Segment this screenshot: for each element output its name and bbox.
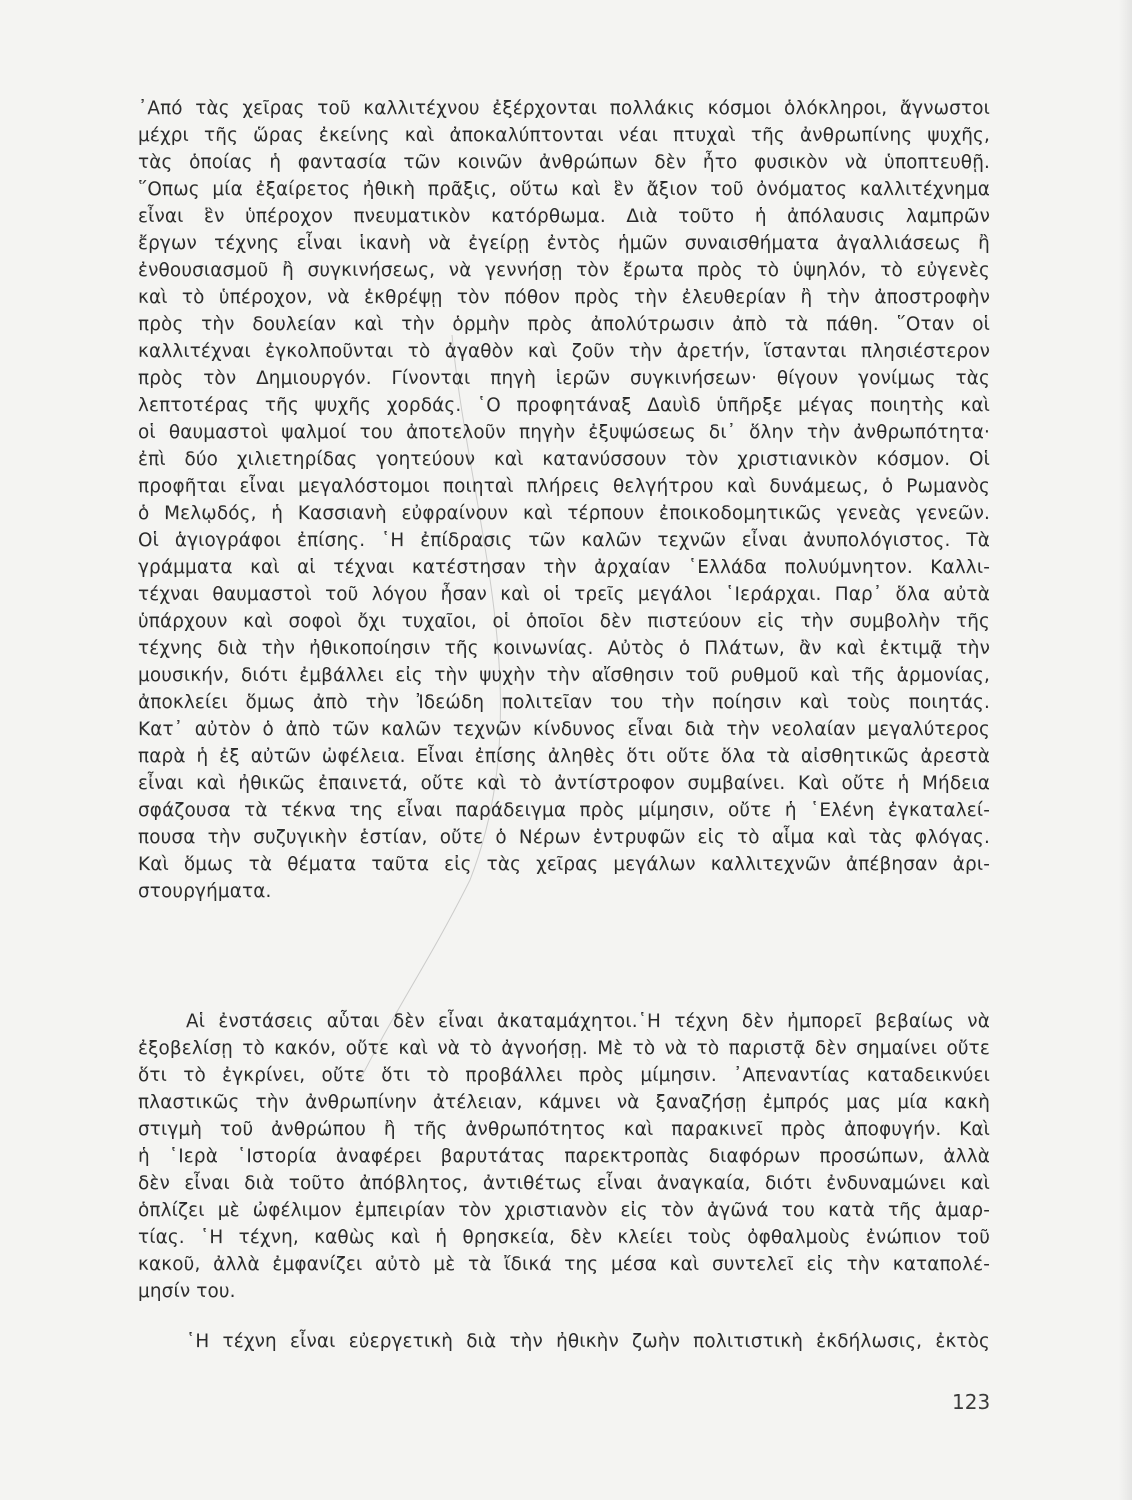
text-line: πουσα τὴν συζυγικὴν ἑστίαν, οὔτε ὁ Νέρων ἐντρυφῶν εἰς τὸ αἷμα καὶ τὰς φλόγας.: [138, 827, 990, 848]
text-line: ἐπὶ δύο χιλιετηρίδας γοητεύουν καὶ κατανύσσουν τὸν χριστιανικὸν κόσμον. Οἱ: [138, 449, 990, 470]
text-line: σφάζουσα τὰ τέκνα της εἶναι παράδειγμα πρὸς μίμησιν, οὔτε ἡ ῾Ελένη ἐγκαταλεί-: [138, 800, 990, 821]
text-line: κακοῦ, ἀλλὰ ἐμφανίζει αὐτὸ μὲ τὰ ἴδικά της μέσα καὶ συντελεῖ εἰς τὴν καταπολέ-: [138, 1254, 990, 1275]
text-line: ῾Η τέχνη εἶναι εὐεργετικὴ διὰ τὴν ἠθικὴν ζωὴν πολιτιστικὴ ἐκδήλωσις, ἐκτὸς: [186, 1331, 990, 1352]
text-line: τίας. ῾Η τέχνη, καθὼς καὶ ἡ θρησκεία, δὲν κλείει τοὺς ὀφθαλμοὺς ἐνώπιον τοῦ: [138, 1227, 990, 1248]
text-line: τέχναι θαυμαστοὶ τοῦ λόγου ἦσαν καὶ οἱ τρεῖς μεγάλοι ῾Ιεράρχαι. Παρ᾿ ὅλα αὐτὰ: [138, 584, 990, 605]
text-line: Κατ᾿ αὐτὸν ὁ ἀπὸ τῶν καλῶν τεχνῶν κίνδυνος εἶναι διὰ τὴν νεολαίαν μεγαλύτερος: [138, 719, 990, 740]
text-line: ᾿Από τὰς χεῖρας τοῦ καλλιτέχνου ἐξέρχονται πολλάκις κόσμοι ὁλόκληροι, ἄγνωστοι: [138, 98, 990, 119]
text-line: Οἱ ἁγιογράφοι ἐπίσης. ῾Η ἐπίδρασις τῶν καλῶν τεχνῶν εἶναι ἀνυπολόγιστος. Τὰ: [138, 530, 990, 551]
text-line: οἱ θαυμαστοὶ ψαλμοί του ἀποτελοῦν πηγὴν ἐξυψώσεως δι᾿ ὅλην τὴν ἀνθρωπότητα·: [138, 422, 990, 443]
text-line: τὰς ὁποίας ἡ φαντασία τῶν κοινῶν ἀνθρώπων δὲν ἦτο φυσικὸν νὰ ὑποπτευθῇ.: [138, 152, 990, 173]
text-line: πρὸς τὴν δουλείαν καὶ τὴν ὁρμὴν πρὸς ἀπολύτρωσιν ἀπὸ τὰ πάθη. ῞Οταν οἱ: [138, 314, 990, 335]
text-line: ὁπλίζει μὲ ὠφέλιμον ἐμπειρίαν τὸν χριστιανὸν εἰς τὸν ἀγῶνά του κατὰ τῆς ἁμαρ-: [138, 1200, 990, 1221]
text-line: καὶ τὸ ὑπέροχον, νὰ ἐκθρέψῃ τὸν πόθον πρὸς τὴν ἐλευθερίαν ἢ τὴν ἀποστροφὴν: [138, 287, 990, 308]
page-number: 123: [952, 1390, 991, 1414]
text-line: ὁ Μελῳδός, ἡ Κασσιανὴ εὐφραίνουν καὶ τέρπουν ἐποικοδομητικῶς γενεὰς γενεῶν.: [138, 503, 990, 524]
text-line: λεπτοτέρας τῆς ψυχῆς χορδάς. ῾Ο προφητάναξ Δαυὶδ ὑπῆρξε μέγας ποιητὴς καὶ: [138, 395, 990, 416]
text-line: μέχρι τῆς ὥρας ἐκείνης καὶ ἀποκαλύπτονται νέαι πτυχαὶ τῆς ἀνθρωπίνης ψυχῆς,: [138, 125, 990, 146]
paragraph-2: [138, 1008, 990, 1305]
text-line: καλλιτέχναι ἐγκολποῦνται τὸ ἀγαθὸν καὶ ζοῦν τὴν ἀρετήν, ἵστανται πλησιέστερον: [138, 341, 990, 362]
text-line: ἐξοβελίσῃ τὸ κακόν, οὔτε καὶ νὰ τὸ ἀγνοήσῃ. Μὲ τὸ νὰ τὸ παριστᾷ δὲν σημαίνει οὔτε: [138, 1038, 990, 1059]
text-line: Αἱ ἐνστάσεις αὗται δὲν εἶναι ἀκαταμάχητοι.῾Η τέχνη δὲν ἠμπορεῖ βεβαίως νὰ: [186, 1011, 990, 1032]
paragraph-1: [138, 95, 990, 905]
text-line: τέχνης διὰ τὴν ἠθικοποίησιν τῆς κοινωνίας. Αὐτὸς ὁ Πλάτων, ἂν καὶ ἐκτιμᾷ τὴν: [138, 638, 990, 659]
text-line: ἡ ῾Ιερὰ ῾Ιστορία ἀναφέρει βαρυτάτας παρεκτροπὰς διαφόρων προσώπων, ἀλλὰ: [138, 1146, 990, 1167]
text-line: παρὰ ἡ ἐξ αὐτῶν ὠφέλεια. Εἶναι ἐπίσης ἀληθὲς ὅτι οὔτε ὅλα τὰ αἰσθητικῶς ἀρεστὰ: [138, 746, 990, 767]
text-line: Καὶ ὅμως τὰ θέματα ταῦτα εἰς τὰς χεῖρας μεγάλων καλλιτεχνῶν ἀπέβησαν ἀρι-: [138, 854, 990, 875]
text-line: μουσικήν, διότι ἐμβάλλει εἰς τὴν ψυχὴν τὴν αἴσθησιν τοῦ ρυθμοῦ καὶ τῆς ἁρμονίας,: [138, 665, 990, 686]
text-line: εἶναι καὶ ἠθικῶς ἐπαινετά, οὔτε καὶ τὸ ἀντίστροφον συμβαίνει. Καὶ οὔτε ἡ Μήδεια: [138, 773, 990, 794]
text-line: μησίν του.: [138, 1281, 236, 1302]
page-edge-shadow: [1118, 0, 1132, 1500]
text-line: γράμματα καὶ αἱ τέχναι κατέστησαν τὴν ἀρχαίαν ῾Ελλάδα πολυύμνητον. Καλλι-: [138, 557, 990, 578]
text-line: ἀποκλείει ὅμως ἀπὸ τὴν Ἰδεώδη πολιτεῖαν του τὴν ποίησιν καὶ τοὺς ποιητάς.: [138, 692, 990, 713]
text-line: δὲν εἶναι διὰ τοῦτο ἀπόβλητος, ἀντιθέτως εἶναι ἀναγκαία, διότι ἐνδυναμώνει καὶ: [138, 1173, 990, 1194]
text-line: εἶναι ἓν ὑπέροχον πνευματικὸν κατόρθωμα. Διὰ τοῦτο ἡ ἀπόλαυσις λαμπρῶν: [138, 206, 990, 227]
text-line: ἐνθουσιασμοῦ ἢ συγκινήσεως, νὰ γεννήσῃ τὸν ἔρωτα πρὸς τὸ ὑψηλόν, τὸ εὐγενὲς: [138, 260, 990, 281]
text-line: ἔργων τέχνης εἶναι ἱκανὴ νὰ ἐγείρῃ ἐντὸς ἡμῶν συναισθήματα ἀγαλλιάσεως ἢ: [138, 233, 990, 254]
text-line: προφῆται εἶναι μεγαλόστομοι ποιηταὶ πλήρεις θελγήτρου καὶ δυνάμεως, ὁ Ρωμανὸς: [138, 476, 990, 497]
text-line: ῞Οπως μία ἐξαίρετος ἠθικὴ πρᾶξις, οὕτω καὶ ἓν ἄξιον τοῦ ὀνόματος καλλιτέχνημα: [138, 179, 990, 200]
text-line: στιγμὴ τοῦ ἀνθρώπου ἢ τῆς ἀνθρωπότητος καὶ παρακινεῖ πρὸς ἀποφυγήν. Καὶ: [138, 1119, 990, 1140]
text-line: πρὸς τὸν Δημιουργόν. Γίνονται πηγὴ ἱερῶν συγκινήσεων· θίγουν γονίμως τὰς: [138, 368, 990, 389]
text-line: πλαστικῶς τὴν ἀνθρωπίνην ἀτέλειαν, κάμνει νὰ ξαναζήσῃ ἐμπρός μας μία κακὴ: [138, 1092, 990, 1113]
paragraph-3: [138, 1328, 990, 1355]
text-line: ὅτι τὸ ἐγκρίνει, οὔτε ὅτι τὸ προβάλλει πρὸς μίμησιν. ᾿Απεναντίας καταδεικνύει: [138, 1065, 990, 1086]
text-line: ὑπάρχουν καὶ σοφοὶ ὄχι τυχαῖοι, οἱ ὁποῖοι δὲν πιστεύουν εἰς τὴν συμβολὴν τῆς: [138, 611, 990, 632]
text-line: στουργήματα.: [138, 881, 272, 902]
